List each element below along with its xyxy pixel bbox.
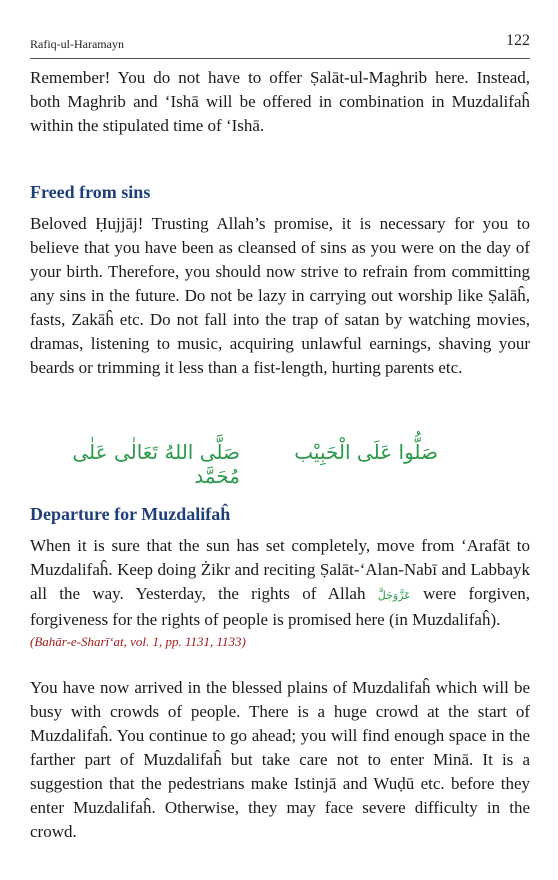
durood-right-phrase: صَلُّوا عَلَى الْحَبِيْب [294,440,438,464]
header-rule [30,58,530,59]
running-title: Rafiq-ul-Haramayn [30,37,124,51]
honorific-glyph: عَزَّوَجَلَّ [377,589,411,602]
section-heading-freed-from-sins: Freed from sins [30,182,151,202]
departure-text-start: When it is sure that the sun has set completely, move from ‘Arafāt to Muzdalifaĥ. Keep doing Żikr and reciting Ṣalāt-‘Alan-Nabī and Labbayk all the way. Yesterday, the rights of Allah [30,536,530,603]
running-head [30,30,530,54]
citation: (Bahār-e-Sharī‘at, vol. 1, pp. 1131, 1133) [30,634,246,649]
intro-paragraph: Remember! You do not have to offer Ṣalāt-ul-Maghrib here. Instead, both Maghrib and ‘Ishā will be offered in combination in Muzdalifaĥ within the stipulated time of ‘Ishā. [30,68,530,135]
freed-from-sins-paragraph: Beloved Ḥujjāj! Trusting Allah’s promise, it is necessary for you to believe that you have been as cleansed of sins as you were on the day of your birth. Therefore, you should now strive to refrain from committing any sins in the future. Do not be lazy in carrying out worship like Ṣalāĥ, fasts, Zakāĥ etc. Do not fall into the trap of satan by watching movies, dramas, listening to music, acquiring unlawful earnings, shaving your beards or trimming it less than a fist-length, hurting parents etc. [30,214,530,377]
section-heading-departure: Departure for Muzdalifaĥ [30,504,231,524]
durood-left-phrase: صَلَّى اللهُ تَعَالٰى عَلٰى مُحَمَّد [72,440,240,488]
page-number: 122 [506,32,530,49]
departure-paragraph [30,534,530,632]
durood-line [30,440,530,488]
arrival-paragraph: You have now arrived in the blessed plains of Muzdalifaĥ which will be busy with crowds of people. There is a huge crowd at the start of Muzdalifaĥ. You continue to go ahead; you will find enough space in the farther part of Muzdalifaĥ but take care not to enter Minā. It is a suggestion that the pedestrians make Istinjā and Wuḍū etc. before they enter Muzdalifaĥ. Otherwise, they may face severe difficulty in the crowd. [30,678,530,841]
departure-text-end: were forgiven, forgiveness for the rights of people is promised here (in Muzdalifaĥ). [30,584,531,629]
